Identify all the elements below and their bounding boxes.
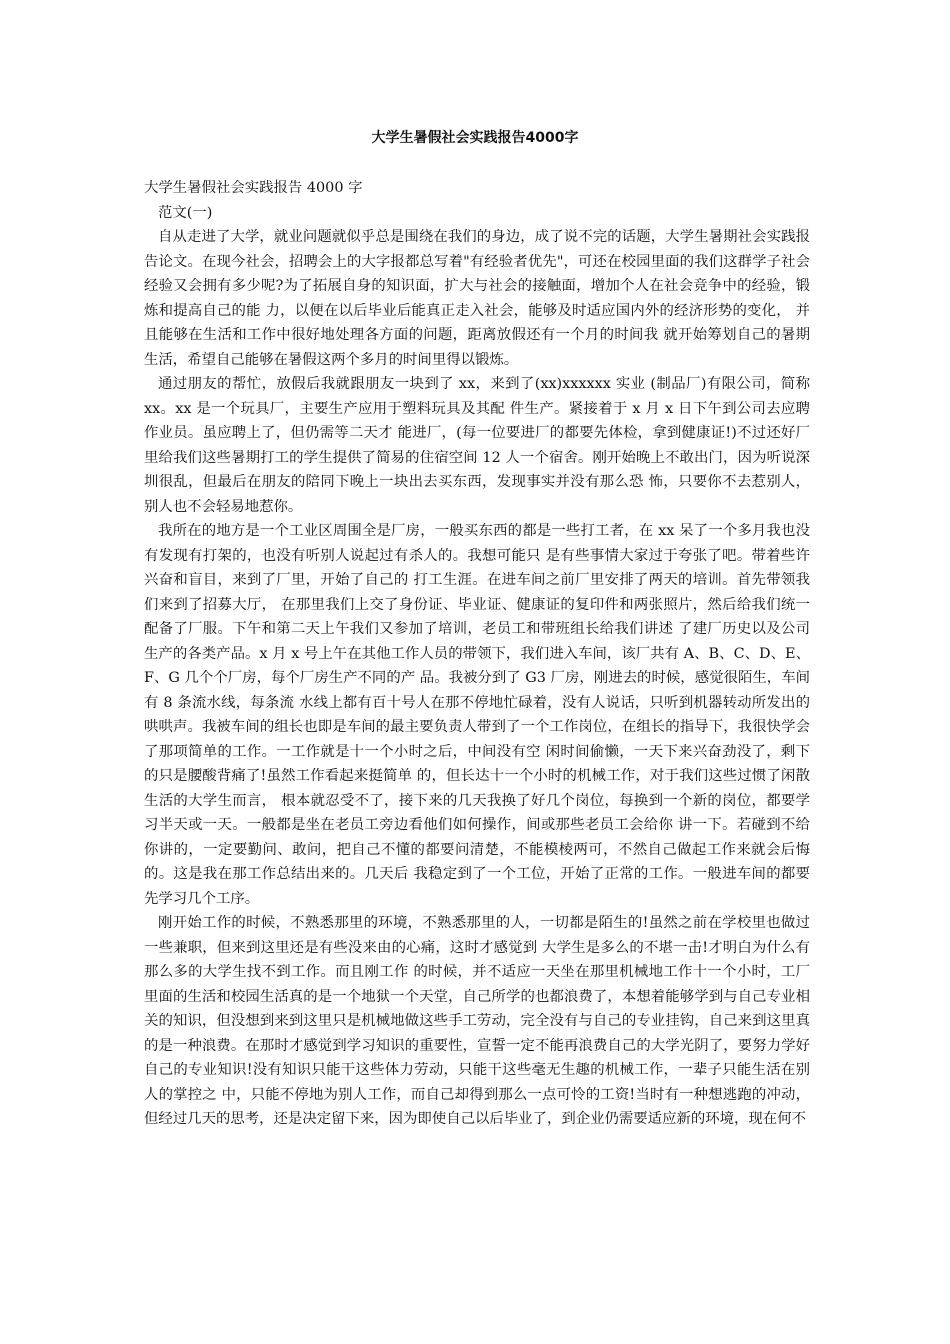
document-subtitle: 大学生暑假社会实践报告 4000 字 bbox=[144, 180, 363, 196]
document-body bbox=[144, 176, 810, 1132]
paragraph: 通过朋友的帮忙，放假后我就跟朋友一块到了 xx，来到了(xx)xxxxxx 实业 (制品厂)有限公司，简称 xx。xx 是一个玩具厂，主要生产应用于塑料玩具及其配 件生产。紧接着于 x 月 x 日下午到公司去应聘作业员。虽应聘上了，但仍需等二天才 能进厂，(每一位要进厂的都要先体检，拿到健康证!)不过还好厂里给我们这些暑期打工的学生提供了简易的住宿空间 12 人一个宿舍。刚开始晚上不敢出门，因为听说深圳很乱，但最后在朋友的陪同下晚上一块出去买东西，发现事实并没有那么恐 怖，只要你不去惹别人，别人也不会轻易地惹你。 bbox=[144, 376, 810, 515]
paragraph: 我所在的地方是一个工业区周围全是厂房，一般买东西的都是一些打工者，在 xx 呆了一个多月我也没有发现有打架的，也没有听别人说起过有杀人的。我想可能只 是有些事情大家过于夸张了吧。带着些许兴奋和盲目，来到了厂里，开始了自己的 打工生涯。在进车间之前厂里安排了两天的培训。首先带领我们来到了招募大厅， 在那里我们上交了身份证、毕业证、健康证的复印件和两张照片，然后给我们统一 配备了厂服。下午和第二天上午我们又参加了培训，老员工和带班组长给我们讲述 了建厂历史以及公司生产的各类产品。x 月 x 号上午在其他工作人员的带领下，我们进入车间，该厂共有 A、B、C、D、E、F、G 几个个厂房，每个厂房生产不同的产 品。我被分到了 G3 厂房，刚进去的时候，感觉很陌生，车间有 8 条流水线，每条流 水线上都有百十号人在那不停地忙碌着，没有人说话，只听到机器转动所发出的哄哄声。我被车间的组长也即是车间的最主要负责人带到了一个工作岗位，在组长的指导下，我很快学会了那项简单的工作。一工作就是十一个小时之后，中间没有空 闲时间偷懒，一天下来兴奋劲没了，剩下的只是腰酸背痛了!虽然工作看起来挺简单 的，但长达十一个小时的机械工作，对于我们这些过惯了闲散生活的大学生而言， 根本就忍受不了，接下来的几天我换了好几个岗位，每换到一个新的岗位，都要学 习半天或一天。一般都是坐在老员工旁边看他们如何操作，间或那些老员工会给你 讲一下。若碰到不给你讲的，一定要勤问、敢问，把自己不懂的都要问清楚，不能模棱两可，不然自己做起工作来就会后悔的。这是我在那工作总结出来的。几天后 我稳定到了一个工位，开始了正常的工作。一般进车间的都要先学习几个工序。 bbox=[144, 523, 810, 907]
document-title: 大学生暑假社会实践报告4000字 bbox=[371, 130, 579, 146]
section-label: 范文(一) bbox=[158, 204, 213, 221]
paragraph: 自从走进了大学，就业问题就似乎总是围绕在我们的身边，成了说不完的话题，大学生暑期社会实践报告论文。在现今社会，招聘会上的大字报都总写着"有经验者优先"，可还在校园里面的我们这群学子社会经验又会拥有多少呢?为了拓展自身的知识面，扩大与社会的接触面，增加个人在社会竞争中的经验，锻炼和提高自己的能 力，以便在以后毕业后能真正走入社会，能够及时适应国内外的经济形势的变化， 并且能够在生活和工作中很好地处理各方面的问题，距离放假还有一个月的时间我 就开始筹划自己的暑期生活，希望自己能够在暑假这两个多月的时间里得以锻炼。 bbox=[144, 229, 810, 368]
paragraph: 刚开始工作的时候，不熟悉那里的环境，不熟悉那里的人，一切都是陌生的!虽然之前在学校里也做过一些兼职，但来到这里还是有些没来由的心痛，这时才感觉到 大学生是多么的不堪一击!才明白为什么有那么多的大学生找不到工作。而且刚工作 的时候，并不适应一天坐在那里机械地工作十一个小时，工厂里面的生活和校园生活真的是一个地狱一个天堂，自己所学的也都浪费了，本想着能够学到与自己专业相关的知识，但没想到来到这里只是机械地做这些手工劳动，完全没有与自己的专业挂钩，自己来到这里真的是一种浪费。在那时才感觉到学习知识的重要性，宣誓一定不能再浪费自己的大学光阴了，要努力学好自己的专业知识!没有知识只能干这些体力劳动，只能干这些毫无生趣的机械工作，一辈子只能生活在别人的掌控之 中，只能不停地为别人工作，而自己却得到那么一点可怜的工资!当时有一种想逃跑的冲动，但经过几天的思考，还是决定留下来，因为即使自己以后毕业了，到企业仍需要适应新的环境，现在何不 bbox=[144, 915, 810, 1127]
